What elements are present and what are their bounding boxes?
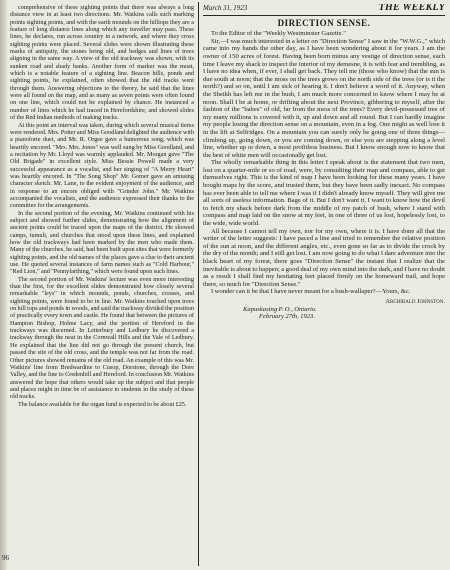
left-column [10, 4, 194, 564]
page-header [203, 4, 445, 16]
signature: Archibald Johnston. [385, 297, 445, 305]
signoff [203, 298, 445, 306]
issue-date: March 31, 1923 [203, 4, 248, 12]
letter-paragraph: All because I cannot tell my own, nor for my own, where it is. I have done all that the writer of the letter suggests: I have paced a line and tried to remember the relative position of the sun at noon, and the different angles, etc., even gone so far as to divide the crock by the dry of the month; and I still get lost. I am now going to do what I dare adventure into the black heart of my forest, there goes "Direction Sense" the instant that I realize that the inevitable is about to happen; a good deal of my own mind into the dark, and I have no doubt as a result I shall find my hesitating feet placed firmly on the homeward trail, and hope there, so much for "Direction Sense." [203, 227, 445, 288]
column-divider [198, 2, 199, 566]
place: Kapuskasing P. O., Ontario. [243, 305, 317, 313]
right-column [203, 4, 445, 566]
left-paragraph: The balance available for the organ fund is expected to be about £25. [18, 400, 187, 408]
masthead: THE WEEKLY [378, 4, 445, 13]
letter-paragraph: Sir,—I was much interested in a letter on "Direction Sense" I saw in the "W.W.G.," which came into my hands the other day, as I have been wondering about it for years. I am the owner of 150 acres of forest. Having been born minus any vestige of direction sense, each time I leave my shack to inspect the interior of my demesne, it is with fear and trembling, as I have no idea when, if ever, I shall get back. They tell me (those who know) that the sun is due south at noon; that the moss on the trees grows on the north side of the trees (or is it the north?) and so on, until I am sick of hearing it. I don't believe a word of it. Anyway, when the Sheikh has left me in the bush, I am much more concerned to know where I may be at noon. Shall I be at home, or drifting about the next Province, gibbering to myself, after the fashion of the "babes" of old, far from the mess of the trees? Every devil-possessed tree of my many millions is covered with it, up and down and all round. But I can hardly imagine my people losing the direction sense on a mountain, even in a fog. One might as well lose it in the lift at Selfridges. On a mountain you can surely only be going one of three things—climbing up, going down, or you are coming down, or else you are stepping along a level line, whether up or down, a most profitless business. But I know enough now to know that the best of white men will occasionally get lost. [203, 37, 445, 159]
salutation: To the Editor of the "Weekly Westminster Gazette." [211, 30, 346, 38]
left-paragraph: comprehensive of these sighting points that there was always a long distance view in at least two directions. Mr. Watkins calls such marking points sighting points, and with the earth mounds on the hilltops they are a feature of long distance lines along which any traveller may pass. These lines, he declares, run across country in a network, and where they cross sighting points were placed. Several slides were shown illustrating these marks of antiquity, the stones being old, and hedges and lines of trees aligning in the same way. A view of the old trackway was shown, with its sunken road and shady banks. Another form of marker was the moat, which is a notable feature of a sighting line. Beacon hills, ponds and sighting points, he explained, often showed that the old tracks went through them. Answering objections to the theory, he said that the lines were all found on the map, and as many as seven points were often found on one line, which could not be explained by chance. He instanced a number of lines which he had traced in Herefordshire, and showed slides of the Red Indian methods of making tracks. [10, 4, 194, 122]
letter-paragraph: The wholly remarkable thing in this letter I speak about is the statement that two men, lost on a quarter-mile or so of road, were, by consulting their map and compass, able to get themselves right. This is the kind of map I have been looking for these many years. I have bought maps by the score, and trusted them, but they have been sadly inexact. No compass has ever been able to tell me where I was if I didn't already know myself. They will give me all sorts of useless information. Bage of it. But I don't want it. I want to know how the devil to fetch my shack before dark from the middle of my patch of bush, where I stand with compass and map laid on the snow at my feet, in one of three of us lost, hopelessly lost, to the wide, wide world. [203, 159, 445, 228]
left-paragraph: In the second portion of the evening, Mr. Watkins continued with his subject and showed further slides, demonstrating how the alignment of ancient points could be traced upon the maps of the district. He showed camps, tumuli, and churches that stood upon these lines, and explained how the old trackways had been marked by the men who made them. Many of the churches, he said, had been built upon sites that were formerly sighting points, and the old names of the places gave a clue to their ancient use. He quoted several instances of farm names such as "Cold Harbour," "Red Lion," and "Pennyfarthing," which were found upon such lines. [10, 209, 194, 276]
page-number: 96 [2, 554, 9, 562]
article-headline: DIRECTION SENSE. [277, 17, 371, 28]
left-paragraph: The second portion of Mr. Watkins' lecture was even more interesting than the first, for the excellent slides demonstrated how closely several remarkable "leys" in which mounds, ponds, churches, crosses, and sighting points, were found to be in line. Mr. Watkins touched upon trees on hill tops and ponds in woods, and said the trackway divided the position of practically every town and castle. He found that between the pictures of Hampton Bishop, Holme Lacy, and the portion of Hereford in the trackways was discerned. In Letterbury and Ledbury he discovered a trackway through the neat in the Cornwall Hills and the Vale of Ledbury. He explained that the line did not go through the present church, but passed the site of the old cross, and the temple was not far from the road. Other pictures showed remains of the old road. An example of this was Mr. Watkins' line from Bredwardine to Cusop, Dorstone, through the Dore Valley, and the line to Credenhill and Hereford. In conclusion Mr. Watkins answered the hope that others would take up the subject and that people and places might in time be of assistance to students in the study of these old tracks. [10, 275, 194, 401]
left-paragraph: At this point an interval was taken, during which several musical items were rendered. Mrs. Potter and Miss Goodland delighted the audience with a pianoforte duet, and Mr. R. Orgee gave a humorous song, which was heartily encored. "Mrs. Mrs. Jones" was well sung by Miss Goodland, and a recitation by Mr. Lloyd was warmly applauded. Mr. Morgan gave "The Old Brigade" in excellent style. Miss Bessie Powell made a very successful appearance as a vocalist, and her singing of "A Merry Heart" was heartily encored. In "The Song Shop" Mr. Gomer gave an amusing character sketch. Mr. Lane, to the evident enjoyment of the audience, and in response to an encore obliged with "Grinder John." Mr. Watkins accompanied the vocalists, and the audience expressed their thanks to the committee for the arrangements. [10, 121, 194, 210]
page-fold-shadow [0, 0, 7, 570]
letter-date: February 27th, 1923. [259, 313, 316, 321]
letter-paragraph: I wonder can it be that I have never meant for a bush-wallaper?—Yours, &c. [211, 288, 411, 296]
